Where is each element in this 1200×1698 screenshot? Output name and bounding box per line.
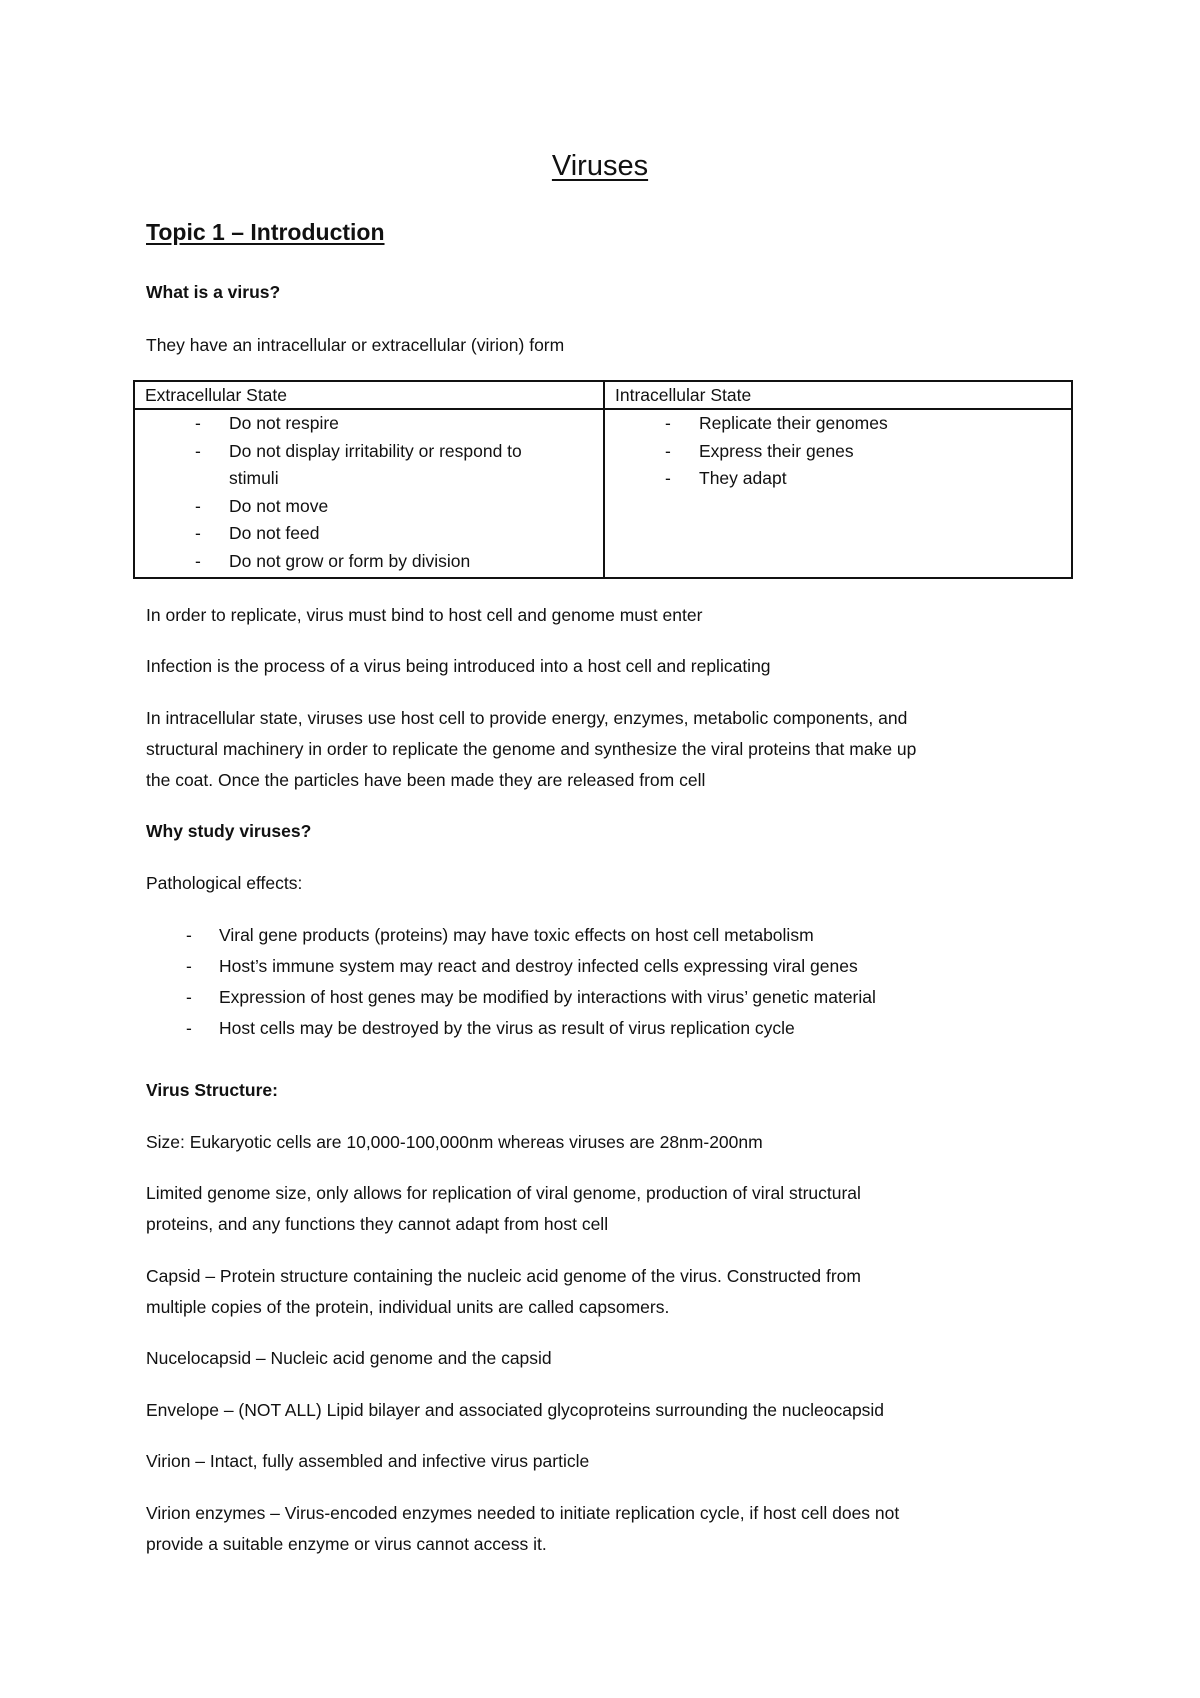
list-item-text: Replicate their genomes — [699, 413, 888, 433]
paragraph-capsid-line-1: Capsid – Protein structure containing the nucleic acid genome of the virus. Constructed from — [146, 1266, 861, 1286]
list-item-text: Host cells may be destroyed by the virus as result of virus replication cycle — [219, 1018, 795, 1038]
list-item-text: Do not grow or form by division — [229, 550, 471, 571]
heading-virus-structure: Virus Structure: — [146, 1080, 278, 1100]
paragraph-intracellular-line-3: the coat. Once the particles have been made they are released from cell — [146, 770, 706, 790]
list-item-text: Do not display irritability or respond to — [229, 440, 522, 461]
paragraph-genome-line-2: proteins, and any functions they cannot adapt from host cell — [146, 1214, 609, 1234]
list-item — [145, 520, 593, 548]
dash-marker: - — [186, 925, 192, 945]
dash-marker: - — [195, 495, 201, 516]
dash-marker: - — [186, 987, 192, 1007]
pathological-list — [146, 920, 876, 1044]
list-item — [146, 920, 876, 951]
list-item-text: Viral gene products (proteins) may have toxic effects on host cell metabolism — [219, 925, 814, 945]
list-item — [146, 982, 876, 1013]
dash-marker: - — [665, 440, 671, 461]
list-item-text: Do not feed — [229, 523, 320, 543]
dash-marker: - — [195, 523, 201, 543]
paragraph-forms: They have an intracellular or extracellular (virion) form — [146, 335, 565, 355]
paragraph-capsid-line-2: multiple copies of the protein, individual units are called capsomers. — [146, 1297, 670, 1317]
table-row — [134, 409, 1072, 578]
paragraph-replicate: In order to replicate, virus must bind to host cell and genome must enter — [146, 605, 703, 625]
list-item-text: Expression of host genes may be modified by interactions with virus’ genetic material — [219, 987, 876, 1007]
header-extracellular: Extracellular State — [134, 381, 604, 409]
extracellular-cell — [134, 409, 604, 578]
list-item — [145, 410, 593, 438]
paragraph-pathological: Pathological effects: — [146, 873, 303, 893]
dash-marker: - — [195, 440, 201, 461]
list-item — [615, 465, 1061, 493]
paragraph-genome-line-1: Limited genome size, only allows for replication of viral genome, production of viral structural — [146, 1183, 861, 1203]
header-intracellular: Intracellular State — [604, 381, 1072, 409]
paragraph-infection: Infection is the process of a virus being introduced into a host cell and replicating — [146, 656, 771, 676]
paragraph-intracellular-line-1: In intracellular state, viruses use host cell to provide energy, enzymes, metabolic components, and — [146, 708, 908, 728]
list-item — [145, 438, 593, 466]
topic-heading: Topic 1 – Introduction — [146, 219, 385, 245]
dash-marker: - — [665, 413, 671, 433]
paragraph-enzymes-line-2: provide a suitable enzyme or virus cannot access it. — [146, 1534, 547, 1554]
paragraph-enzymes-line-1: Virion enzymes – Virus-encoded enzymes needed to initiate replication cycle, if host cell does not — [146, 1503, 900, 1523]
intracellular-cell — [604, 409, 1072, 578]
document-title: Viruses — [551, 150, 649, 182]
list-item-text: Do not move — [229, 495, 329, 516]
list-item-text: Do not respire — [229, 413, 339, 433]
list-item — [615, 438, 1061, 466]
list-item-continuation — [145, 465, 593, 493]
table-header-row — [134, 381, 1072, 409]
paragraph-virion: Virion – Intact, fully assembled and infective virus particle — [146, 1451, 590, 1471]
dash-marker: - — [665, 468, 671, 488]
list-item — [146, 1013, 876, 1044]
paragraph-size: Size: Eukaryotic cells are 10,000-100,000nm whereas viruses are 28nm-200nm — [146, 1132, 763, 1152]
extracellular-list — [145, 410, 593, 575]
dash-marker: - — [186, 1018, 192, 1038]
dash-marker: - — [195, 413, 201, 433]
list-item — [145, 548, 593, 576]
paragraph-envelope: Envelope – (NOT ALL) Lipid bilayer and associated glycoproteins surrounding the nucleocapsid — [146, 1400, 885, 1420]
question-why-study: Why study viruses? — [146, 821, 312, 841]
dash-marker: - — [195, 550, 201, 571]
list-item-text: Express their genes — [699, 440, 854, 461]
paragraph-intracellular-line-2: structural machinery in order to replicate the genome and synthesize the viral proteins that make up — [146, 739, 917, 759]
list-item — [145, 493, 593, 521]
list-item — [146, 951, 876, 982]
state-table — [133, 380, 1073, 579]
intracellular-list — [615, 410, 1061, 493]
list-item-text: stimuli — [229, 468, 279, 488]
question-what-is-virus: What is a virus? — [146, 282, 281, 302]
list-item-text: Host’s immune system may react and destroy infected cells expressing viral genes — [219, 956, 858, 976]
paragraph-nucleocapsid: Nucelocapsid – Nucleic acid genome and the capsid — [146, 1348, 552, 1368]
list-item-text: They adapt — [699, 468, 787, 488]
list-item — [615, 410, 1061, 438]
dash-marker: - — [186, 956, 192, 976]
